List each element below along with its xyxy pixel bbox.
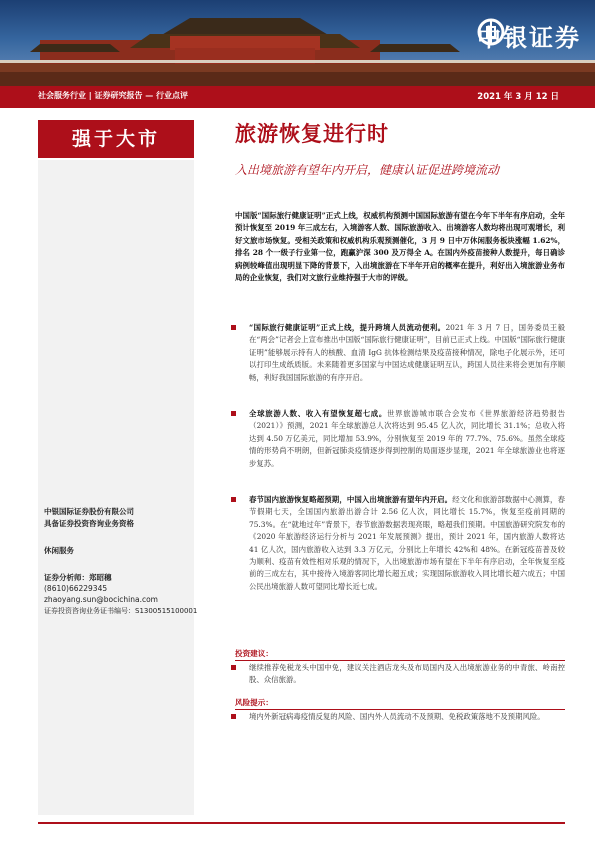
bullet-marker-icon <box>231 497 236 502</box>
brand-name: 中银证券 <box>477 24 581 52</box>
report-title: 旅游恢复进行时 <box>235 121 389 146</box>
report-category: 社会服务行业 | 证券研究报告 — 行业点评 <box>38 91 189 100</box>
bullet-item <box>235 408 565 470</box>
bullet-text: 2021 年 3 月 7 日，国务委员王毅在“两会”记者会上宣布推出中国版“国际旅行健康证明”，目前已正式上线。中国版“国际旅行健康证明”能够展示持有人的核酸、血清 IgG 抗体检测结果及疫苗接种情况，除电子化展示外，还可以打印生成纸质版。未来随着更多国家与中国达成健康证明互认，跨国人员往来将会更加有序顺畅，利好我国国际旅游的有序开启。 <box>249 323 565 382</box>
invest-text: 继续推荐免税龙头中国中免，建议关注酒店龙头及布局国内及入出境旅游业务的中青旅、岭南控股、众信旅游。 <box>249 663 565 685</box>
bullet-marker-icon <box>231 325 236 330</box>
header-banner <box>0 0 595 86</box>
risk-text: 境内外新冠病毒疫情反复的风险、国内外人员流动不及预期、免税政策落地不及预期风险。 <box>249 712 545 721</box>
risk-heading: 风险提示： <box>235 697 565 710</box>
invest-heading: 投资建议： <box>235 648 565 661</box>
boc-coin-logo-icon <box>477 18 505 46</box>
invest-item <box>235 662 565 687</box>
rating-badge: 强于大市 <box>38 120 194 158</box>
report-date: 2021 年 3 月 12 日 <box>477 92 559 102</box>
bullet-marker-icon <box>231 665 236 670</box>
bullet-heading: 全球旅游人数、收入有望恢复超七成。 <box>249 409 388 418</box>
bullet-item <box>235 494 565 593</box>
bullet-heading: 春节国内旅游恢复略超预期，中国入出境旅游有望年内开启。 <box>249 495 453 504</box>
analyst-name: 证券分析师：郑昭穗 <box>44 573 112 582</box>
bullet-text: 世界旅游城市联合会发布《世界旅游经济趋势报告（2021）》预测，2021 年全球旅游总人次将达到 95.45 亿人次，同比增长 31.1%；总收入将达到 4.50 万亿美元，同比增加 53.9%，分别恢复至 2019 年的 77.7%、75.6%。虽然全球疫情的形势尚不明朗，但新冠肺炎疫情逐步得到控制的局面逐步显现，2021 年全球旅游业也将逐步复苏。 <box>249 409 565 468</box>
bullet-text: 经文化和旅游部数据中心测算，春节假期七天，全国国内旅游出游合计 2.56 亿人次，同比增长 15.7%，恢复至疫前同期的 75.3%。在“就地过年”背景下，春节旅游数据表现亮眼，略超我们预期。中国旅游研究院发布的《2020 年旅游经济运行分析与 2021 年发展预测》提出，预计 2021 年，国内旅游人数将达 41 亿人次，国内旅游收入达到 3.3 万亿元，分别比上年增长 42%和 48%。在新冠疫苗普及较为顺利、疫苗有效性相对乐观的情况下，入出境旅游市场有望在下半年有序启动，全年恢复至疫前的三成左右，其中接待入境游客同比增长超五成；实现国际旅游收入同比增长超六成五；中国公民出境旅游人数可望同比增长近七成。 <box>249 495 565 591</box>
report-subtitle: 入出境旅游有望年内开启，健康认证促进跨境流动 <box>235 163 500 177</box>
bullet-marker-icon <box>231 714 236 719</box>
brand <box>477 18 581 53</box>
risk-item <box>235 711 565 723</box>
analyst-email[interactable]: zhaoyang.sun@bocichina.com <box>44 595 158 604</box>
bullet-heading: “国际旅行健康证明”正式上线，提升跨境人员流动便利。 <box>249 323 446 332</box>
bullet-item <box>235 322 565 384</box>
analyst-cert: 证券投资咨询业务证书编号：S1300515100001 <box>44 607 198 615</box>
license-text: 具备证券投资咨询业务资格 <box>44 519 134 528</box>
analyst-phone: (8610)66229345 <box>44 584 108 593</box>
company-name: 中银国际证券股份有限公司 <box>44 507 134 516</box>
footer-rule <box>38 822 565 824</box>
sector-name: 休闲服务 <box>44 546 74 555</box>
category-bar <box>0 86 595 108</box>
sidebar-panel <box>38 160 194 815</box>
summary-paragraph: 中国版“国际旅行健康证明”正式上线，权威机构预测中国国际旅游有望在今年下半年有序启动，全年预计恢复至 2019 年三成左右，入境游客人数、国际旅游收入、出境游客人数均将出现可观增长，利好文旅市场恢复。受相关政策和权威机构乐观预测催化，3 月 9 日中万休闲服务板块涨幅 1.62%，排名 28 个一级子行业第一位，跑赢沪深 300 及万得全 A。在国内外疫苗接种人数提升，每日确诊病例较峰值出现明显下降的背景下，入出境旅游在下半年开启的概率在提升，利好出入境旅游业务布局的企业恢复，我们对文旅行业维持强于大市的评级。 <box>235 211 565 283</box>
bullet-marker-icon <box>231 411 236 416</box>
